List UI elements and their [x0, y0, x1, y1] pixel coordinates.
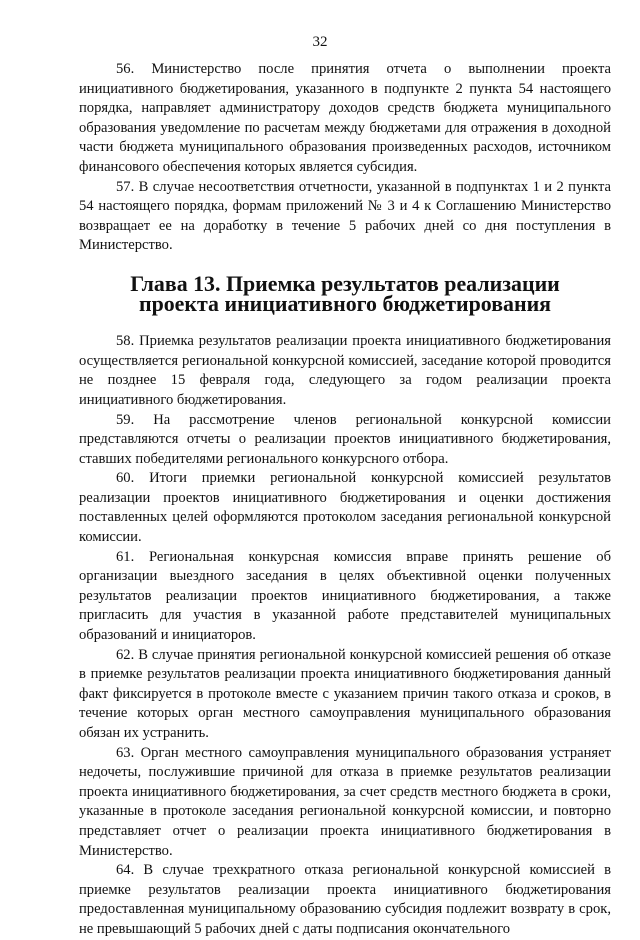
document-body: [79, 60, 611, 940]
paragraph-59: 59. На рассмотрение членов региональной конкурсной комиссии представляются отчеты о реализации проектов инициативного бюджетирования, ставших победителями регионального конкурсного отбора.: [79, 411, 611, 467]
paragraph-64: 64. В случае трехкратного отказа региональной конкурсной комиссией в приемке результатов реализации проекта инициативного бюджетирования предоставленная муниципальному образованию субсидия подлежит возврату в срок, не превышающий 5 рабочих дней с даты подписания окончательного: [79, 862, 611, 937]
paragraph-57: 57. В случае несоответствия отчетности, указанной в подпунктах 1 и 2 пункта 54 настоящего порядка, формам приложений № 3 и 4 к Соглашению Министерство возвращает ее на доработку в течение 5 рабочих дней со дня поступления в Министерство.: [79, 178, 611, 254]
chapter-heading: Глава 13. Приемка результатов реализации проекта инициативного бюджетирования: [130, 270, 560, 316]
page-number: 32: [312, 34, 328, 50]
paragraph-60: 60. Итоги приемки региональной конкурсной комиссией результатов реализации проектов инициативного бюджетирования и оценки достижения поставленных целей оформляются протоколом заседания региональной конкурсной комиссии.: [79, 470, 611, 546]
paragraph-56: 56. Министерство после принятия отчета о выполнении проекта инициативного бюджетирования, указанного в подпункте 2 пункта 54 настоящего порядка, направляет администратору доходов средств бюджета муниципального образования уведомление по расчетам между бюджетами для отражения в доходной части бюджета муниципального образования произведенных расходов, источником финансового обеспечения которых является субсидия.: [79, 61, 611, 175]
paragraph-62: 62. В случае принятия региональной конкурсной комиссией решения об отказе в приемке результатов реализации проекта инициативного бюджетирования данный факт фиксируется в протоколе вместе с указанием причин такого отказа и сроков, в течение которых орган местного самоуправления муниципального образования обязан их устранить.: [79, 646, 611, 741]
paragraph-63: 63. Орган местного самоуправления муниципального образования устраняет недочеты, послужившие причиной для отказа в приемке результатов реализации проекта инициативного бюджетирования, за счет средств местного бюджета в сроки, указанные в протоколе заседания региональной конкурсной комиссии, и повторно представляет отчет о реализации проекта инициативного бюджетирования в Министерство.: [79, 744, 611, 859]
paragraph-58: 58. Приемка результатов реализации проекта инициативного бюджетирования осуществляется региональной конкурсной комиссией, заседание которой проводится не позднее 15 февраля года, следующего за годом реализации проекта инициативного бюджетирования.: [79, 333, 611, 408]
paragraph-61: 61. Региональная конкурсная комиссия вправе принять решение об организации выездного заседания в целях объективной оценки полученных результатов реализации проектов инициативного бюджетирования, а также пригласить для участия в указанной работе представителей муниципальных образований и инициаторов.: [79, 548, 611, 644]
